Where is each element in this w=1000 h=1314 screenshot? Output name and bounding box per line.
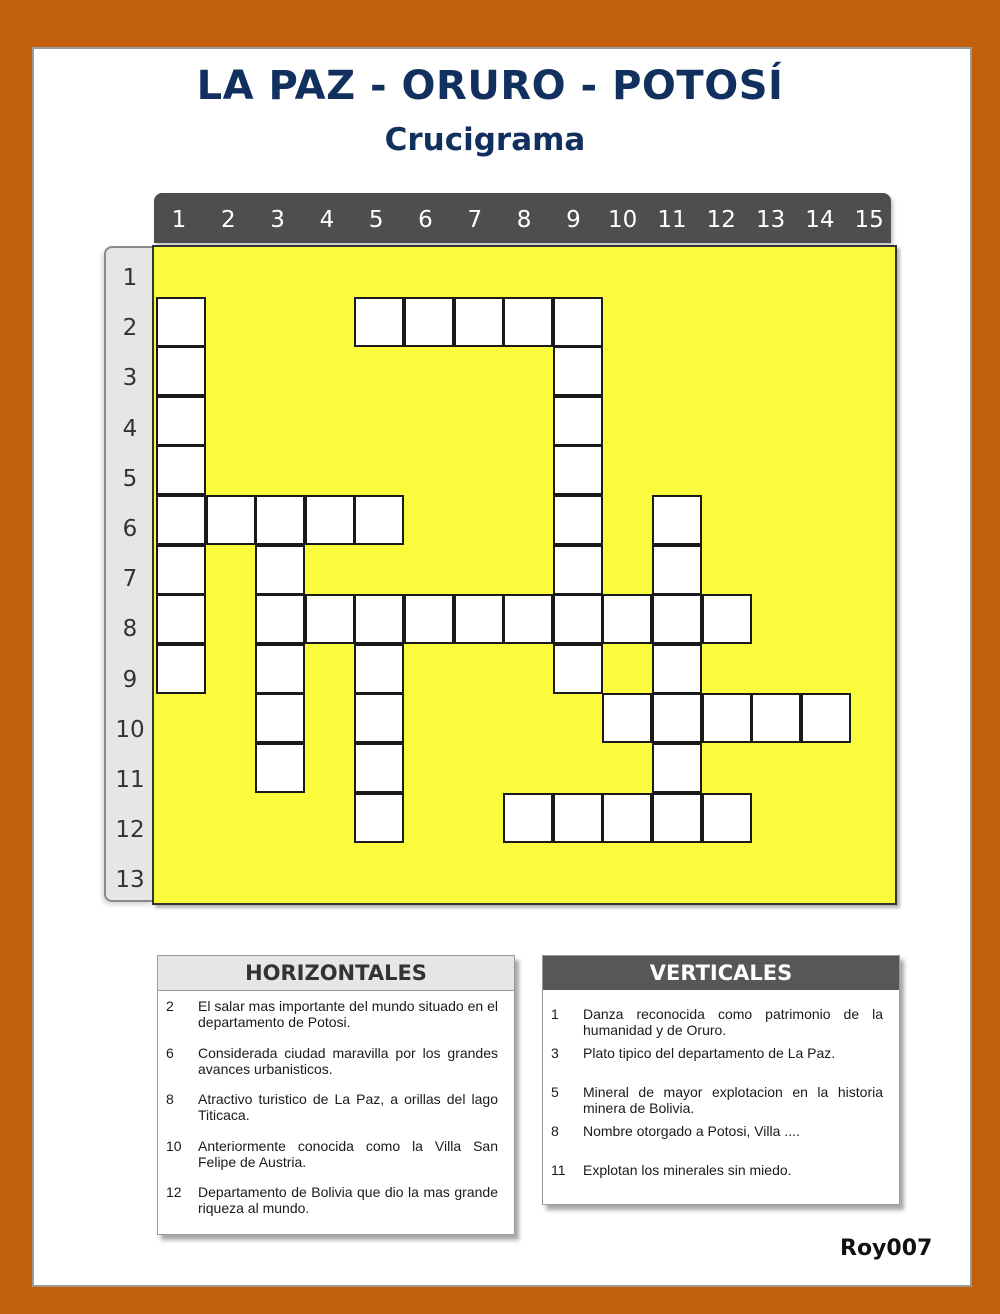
column-number: 13 — [755, 207, 786, 233]
row-number: 13 — [115, 867, 145, 894]
row-number: 7 — [122, 566, 138, 593]
crossword-cell[interactable] — [404, 297, 454, 347]
crossword-cell[interactable] — [652, 545, 702, 595]
row-number: 1 — [122, 265, 138, 291]
crossword-cell[interactable] — [156, 545, 206, 595]
crossword-cell[interactable] — [354, 594, 404, 644]
row-number: 3 — [122, 365, 138, 392]
clue-item — [166, 1184, 498, 1216]
clue-text: Plato tipico del departamento de La Paz. — [583, 1045, 836, 1061]
crossword-cell[interactable] — [602, 693, 652, 743]
author-signature: Roy007 — [840, 1236, 933, 1261]
crossword-cell[interactable] — [156, 495, 206, 545]
crossword-cell[interactable] — [454, 297, 504, 347]
crossword-cell[interactable] — [553, 545, 603, 595]
crossword-cell[interactable] — [553, 346, 603, 396]
crossword-cell[interactable] — [156, 346, 206, 396]
crossword-cell[interactable] — [553, 793, 603, 843]
clue-text: Departamento de Bolivia que dio la mas grande riqueza al mundo. — [198, 1184, 498, 1216]
column-number: 2 — [220, 207, 236, 233]
page-title: LA PAZ - ORURO - POTOSÍ — [196, 63, 784, 109]
crossword-cell[interactable] — [602, 594, 652, 644]
crossword-cell[interactable] — [255, 644, 305, 694]
crossword-cell[interactable] — [255, 693, 305, 743]
clue-text: Danza reconocida como patrimonio de la humanidad y de Oruro. — [583, 1006, 883, 1038]
horizontal-clues-panel — [157, 955, 515, 1235]
crossword-cell[interactable] — [702, 793, 752, 843]
crossword-cell[interactable] — [751, 693, 801, 743]
crossword-cell[interactable] — [602, 793, 652, 843]
column-number: 15 — [854, 207, 884, 233]
clue-text: El salar mas importante del mundo situado en el departamento de Potosi. — [198, 998, 498, 1030]
crossword-cell[interactable] — [652, 743, 702, 793]
clue-item — [166, 998, 498, 1030]
crossword-cell[interactable] — [156, 445, 206, 495]
clue-text: Atractivo turistico de La Paz, a orillas del lago Titicaca. — [198, 1091, 498, 1123]
clue-number: 8 — [551, 1123, 559, 1139]
vertical-clues-panel — [542, 955, 900, 1205]
crossword-cell[interactable] — [255, 594, 305, 644]
column-number: 1 — [171, 207, 187, 233]
clue-item — [551, 1045, 883, 1061]
row-number-header — [104, 246, 154, 902]
clue-item — [551, 1084, 883, 1116]
crossword-cell[interactable] — [553, 396, 603, 446]
crossword-cell[interactable] — [652, 693, 702, 743]
column-number: 9 — [566, 207, 581, 233]
crossword-cell[interactable] — [156, 396, 206, 446]
crossword-cell[interactable] — [801, 693, 851, 743]
crossword-cell[interactable] — [206, 495, 256, 545]
column-number: 4 — [319, 207, 335, 233]
row-number: 6 — [122, 516, 138, 542]
clue-text: Mineral de mayor explotacion en la historia minera de Bolivia. — [583, 1084, 883, 1116]
row-number: 2 — [122, 315, 138, 342]
crossword-cell[interactable] — [553, 495, 603, 545]
clue-number: 3 — [551, 1045, 559, 1061]
crossword-cell[interactable] — [354, 297, 404, 347]
row-number: 8 — [122, 616, 138, 643]
crossword-cell[interactable] — [702, 594, 752, 644]
column-number: 14 — [805, 207, 835, 233]
row-number: 12 — [115, 817, 145, 844]
clue-item — [551, 1123, 883, 1139]
crossword-cell[interactable] — [305, 594, 355, 644]
clue-text: Considerada ciudad maravilla por los grandes avances urbanisticos. — [198, 1044, 498, 1077]
horizontal-clues-heading: HORIZONTALES — [158, 956, 514, 991]
row-number: 11 — [115, 767, 145, 793]
crossword-cell[interactable] — [354, 495, 404, 545]
clue-number: 12 — [166, 1184, 182, 1200]
crossword-cell[interactable] — [652, 495, 702, 545]
clue-item — [166, 1138, 498, 1170]
clue-number: 6 — [166, 1044, 174, 1061]
column-number: 11 — [657, 207, 687, 233]
crossword-cell[interactable] — [354, 793, 404, 843]
clue-number: 1 — [551, 1006, 559, 1022]
clue-number: 10 — [166, 1137, 182, 1154]
crossword-cell[interactable] — [503, 594, 553, 644]
crossword-cell[interactable] — [354, 693, 404, 743]
crossword-cell[interactable] — [156, 644, 206, 694]
clue-number: 8 — [166, 1091, 174, 1107]
row-number: 4 — [122, 415, 138, 442]
crossword-cell[interactable] — [553, 644, 603, 694]
page-subtitle: Crucigrama — [384, 122, 586, 158]
crossword-cell[interactable] — [702, 693, 752, 743]
column-number-header — [154, 193, 891, 243]
clue-number: 5 — [551, 1084, 559, 1100]
column-number: 10 — [608, 207, 638, 233]
clue-number: 2 — [166, 998, 174, 1014]
clue-number: 11 — [551, 1162, 566, 1178]
crossword-board — [152, 245, 897, 905]
column-number: 8 — [516, 207, 532, 233]
row-number: 9 — [122, 666, 138, 693]
crossword-cell[interactable] — [454, 594, 504, 644]
vertical-clues-heading: VERTICALES — [543, 956, 899, 990]
crossword-cell[interactable] — [652, 793, 702, 843]
crossword-cell[interactable] — [503, 793, 553, 843]
crossword-cell[interactable] — [255, 495, 305, 545]
clue-item — [551, 1006, 883, 1038]
crossword-cell[interactable] — [553, 594, 603, 644]
clue-text: Explotan los minerales sin miedo. — [583, 1162, 792, 1178]
column-number: 3 — [270, 207, 285, 233]
column-number: 12 — [706, 207, 736, 233]
clue-text: Anteriormente conocida como la Villa San Felipe de Austria. — [198, 1137, 498, 1170]
column-number: 6 — [418, 207, 433, 233]
clue-item — [551, 1162, 883, 1178]
column-number: 5 — [368, 207, 384, 233]
crossword-cell[interactable] — [255, 545, 305, 595]
crossword-cell[interactable] — [156, 594, 206, 644]
crossword-cell[interactable] — [354, 644, 404, 694]
crossword-cell[interactable] — [652, 594, 702, 644]
crossword-cell[interactable] — [305, 495, 355, 545]
crossword-cell[interactable] — [255, 743, 305, 793]
crossword-cell[interactable] — [354, 743, 404, 793]
crossword-cell[interactable] — [503, 297, 553, 347]
crossword-cell[interactable] — [156, 297, 206, 347]
crossword-cell[interactable] — [553, 297, 603, 347]
crossword-cell[interactable] — [404, 594, 454, 644]
clue-item — [166, 1091, 498, 1123]
crossword-cell[interactable] — [652, 644, 702, 694]
clue-item — [166, 1045, 498, 1077]
row-number: 10 — [115, 716, 145, 743]
column-number: 7 — [467, 207, 483, 233]
row-number: 5 — [122, 465, 138, 492]
crossword-cell[interactable] — [553, 445, 603, 495]
clue-text: Nombre otorgado a Potosi, Villa .... — [583, 1123, 800, 1139]
